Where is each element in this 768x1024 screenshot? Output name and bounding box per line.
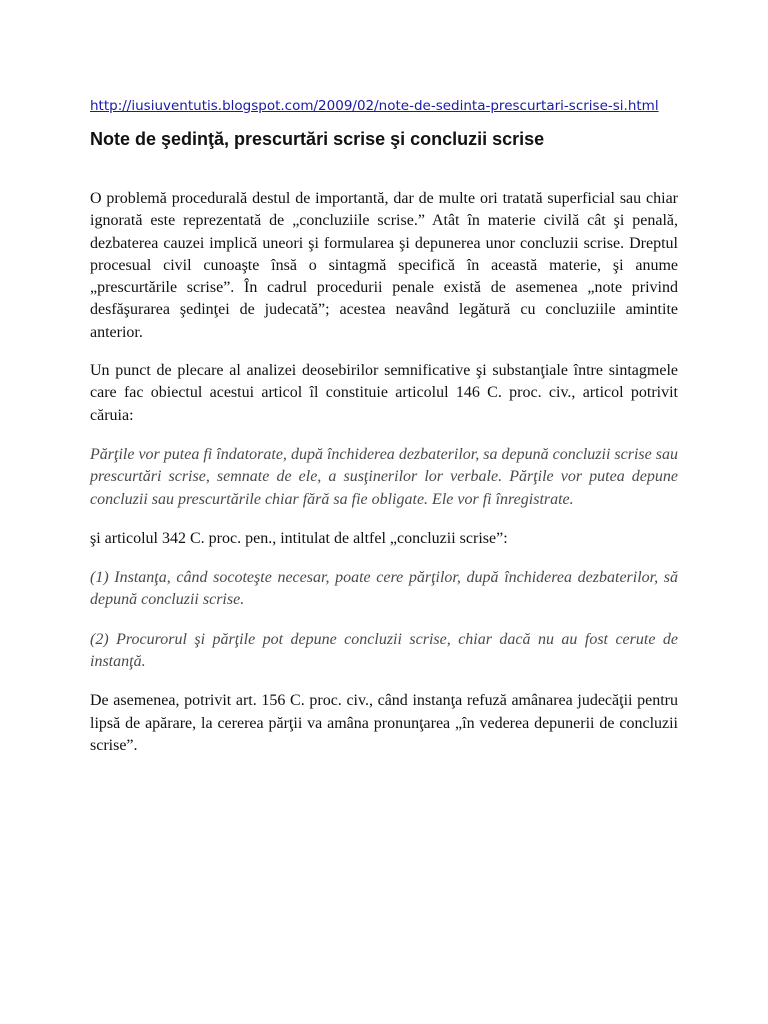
intro-paragraph: O problemă procedurală destul de importantă, dar de multe ori tratată superficial sau chiar ignorată este reprezentată de „concluziile scrise.” Atât în materie civilă cât şi penală, dezbaterea cauzei implică uneori şi formularea şi depunerea unor concluzii scrise. Dreptul procesual civil cunoaşte însă o sintagmă specifică în această materie, şi anume „prescurtările scrise”. În cadrul procedurii penale există de asemenea „note privind desfăşurarea şedinţei de judecată”; acestea neavând legătură cu concluziile amintite anterior. xyxy=(90,190,678,341)
article-342-intro: şi articolul 342 C. proc. pen., intitulat de altfel „concluzii scrise”: xyxy=(90,529,508,547)
quote-article-342-par-1: (1) Instanţa, când socoteşte necesar, poate cere părţilor, după închiderea dezbaterilor, să depună concluzii scrise. xyxy=(90,569,678,609)
article-156-paragraph: De asemenea, potrivit art. 156 C. proc. civ., când instanţa refuză amânarea judecăţii pentru lipsă de apărare, la cererea părţii va amâna pronunţarea „în vederea depunerii de concluzii scrise”. xyxy=(90,692,678,754)
quote-article-342-par-2: (2) Procurorul şi părţile pot depune concluzii scrise, chiar dacă nu au fost cerute de instanţă. xyxy=(90,630,678,671)
source-link[interactable]: http://iusiuventutis.blogspot.com/2009/02/note-de-sedinta-prescurtari-scrise-si.html xyxy=(90,98,659,114)
analysis-paragraph: Un punct de plecare al analizei deosebirilor semnificative şi substanţiale între sintagmele care fac obiectul acestui articol îl constituie articolul 146 C. proc. civ., articol potrivit căruia: xyxy=(90,362,678,424)
document-title: Note de şedinţă, prescurtări scrise şi concluzii scrise xyxy=(90,129,545,149)
document-body xyxy=(90,94,678,757)
quote-article-146: Părţile vor putea fi îndatorate, după închiderea dezbaterilor, sa depună concluzii scrise sau prescurtări scrise, semnate de ele, a susţinerilor lor verbale. Părţile vor putea depune concluzii sau prescurtările chiar fără sa fie obligate. Ele vor fi înregistrate. xyxy=(90,445,678,508)
